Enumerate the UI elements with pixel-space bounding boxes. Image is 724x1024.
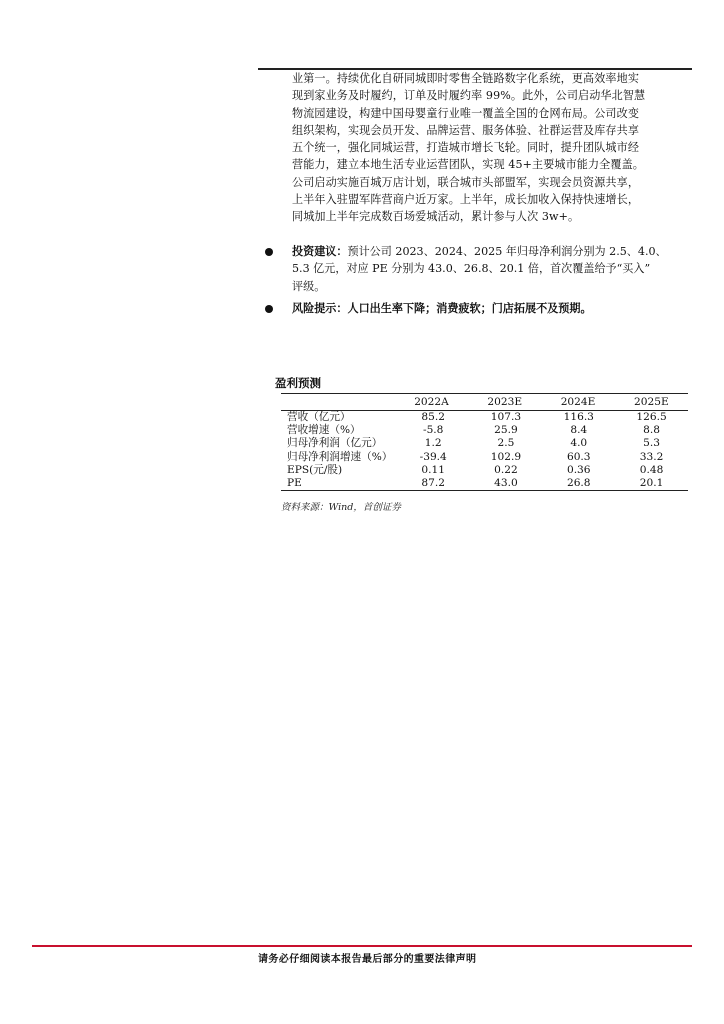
- row-label: EPS(元/股): [287, 463, 343, 476]
- table-cell: 85.2: [421, 411, 445, 423]
- risk-text: 人口出生率下降；消费疲软；门店拓展不及预期。: [347, 302, 592, 315]
- paragraph-line: 业第一。持续优化自研同城即时零售全链路数字化系统，更高效率地实: [292, 72, 640, 85]
- table-cell: 8.4: [570, 424, 588, 437]
- table-cell: -39.4: [419, 450, 447, 463]
- footer-rule: [32, 945, 692, 947]
- table-row: [281, 411, 688, 424]
- invest-line: 评级。: [292, 279, 326, 293]
- row-label: 营收（亿元）: [287, 411, 351, 423]
- table-title: 盈利预测: [275, 376, 321, 390]
- table-cell: 0.22: [494, 463, 518, 476]
- bullet-dot-icon: [265, 305, 273, 313]
- paragraph-line: 现到家业务及时履约，订单及时履约率 99%。此外，公司启动华北智慧: [292, 89, 646, 103]
- column-header: 2025E: [633, 396, 669, 408]
- row-label: PE: [287, 477, 302, 490]
- body-paragraph: [292, 70, 688, 226]
- table-cell: 4.0: [570, 437, 588, 450]
- column-header: 2023E: [487, 396, 523, 408]
- table-cell: 87.2: [421, 477, 445, 490]
- paragraph-line: 组织架构，实现会员开发、品牌运营、服务体验、社群运营及库存共享: [292, 123, 640, 137]
- table-cell: 25.9: [494, 424, 518, 437]
- table-cell: 60.3: [566, 450, 591, 463]
- table-cell: 26.8: [566, 477, 591, 490]
- paragraph-line: 营能力，建立本地生活专业运营团队，实现 45+主要城市能力全覆盖。: [292, 158, 644, 172]
- row-label: 归母净利润增速（%）: [287, 450, 393, 463]
- table-cell: 1.2: [424, 437, 442, 450]
- table-row: [281, 464, 688, 477]
- row-label: 归母净利润（亿元）: [287, 437, 383, 450]
- table-cell: 20.1: [639, 477, 664, 490]
- table-cell: 126.5: [636, 411, 667, 423]
- paragraph-line: 公司启动实施百城万店计划，联合城市头部盟军，实现会员资源共享，: [292, 175, 640, 189]
- row-label: 营收增速（%）: [287, 424, 361, 437]
- table-cell: 116.3: [563, 411, 594, 423]
- legal-disclaimer-footer: 请务必仔细阅读本报告最后部分的重要法律声明: [258, 954, 477, 965]
- invest-label: 投资建议：: [292, 245, 348, 258]
- table-row: [281, 437, 688, 450]
- table-cell: 0.11: [421, 463, 445, 476]
- table-cell: -5.8: [422, 424, 444, 437]
- risk-warning-bullet: [292, 300, 692, 317]
- table-cell: 43.0: [494, 477, 518, 490]
- table-row: [281, 424, 688, 437]
- table-cell: 2.5: [497, 437, 515, 450]
- paragraph-line: 物流园建设，构建中国母婴童行业唯一覆盖全国的仓网布局。公司改变: [292, 106, 640, 120]
- paragraph-line: 五个统一，强化同城运营，打造城市增长飞轮。同时，提升团队城市经: [292, 141, 640, 155]
- table-cell: 33.2: [639, 450, 664, 463]
- table-cell: 107.3: [490, 411, 522, 423]
- risk-label: 风险提示：: [292, 302, 348, 315]
- paragraph-line: 上半年入驻盟军阵营商户近万家。上半年，成长加收入保持快速增长，: [292, 193, 640, 207]
- table-header-row: [281, 394, 688, 410]
- table-cell: 8.8: [643, 424, 660, 437]
- table-bottom-rule: [281, 490, 688, 491]
- forecast-table: [281, 393, 688, 491]
- table-cell: 5.3: [643, 437, 660, 450]
- table-row: [281, 451, 688, 464]
- invest-line: 预计公司 2023、2024、2025 年归母净利润分别为 2.5、4.0、: [347, 245, 667, 258]
- paragraph-line: 同城加上半年完成数百场爱城活动，累计参与人次 3w+。: [292, 210, 580, 224]
- column-header: 2022A: [414, 396, 449, 408]
- bullet-dot-icon: [265, 248, 273, 256]
- invest-line: 5.3 亿元，对应 PE 分别为 43.0、26.8、20.1 倍，首次覆盖给予“买入”: [292, 262, 651, 276]
- table-cell: 102.9: [490, 450, 522, 463]
- table-cell: 0.48: [639, 463, 664, 476]
- investment-advice-bullet: [292, 243, 692, 295]
- header-blank-cell: [281, 394, 395, 410]
- table-row: [281, 477, 688, 490]
- table-source-note: 资料来源：Wind，首创证券: [281, 502, 401, 513]
- table-cell: 0.36: [566, 463, 591, 476]
- column-header: 2024E: [560, 396, 596, 408]
